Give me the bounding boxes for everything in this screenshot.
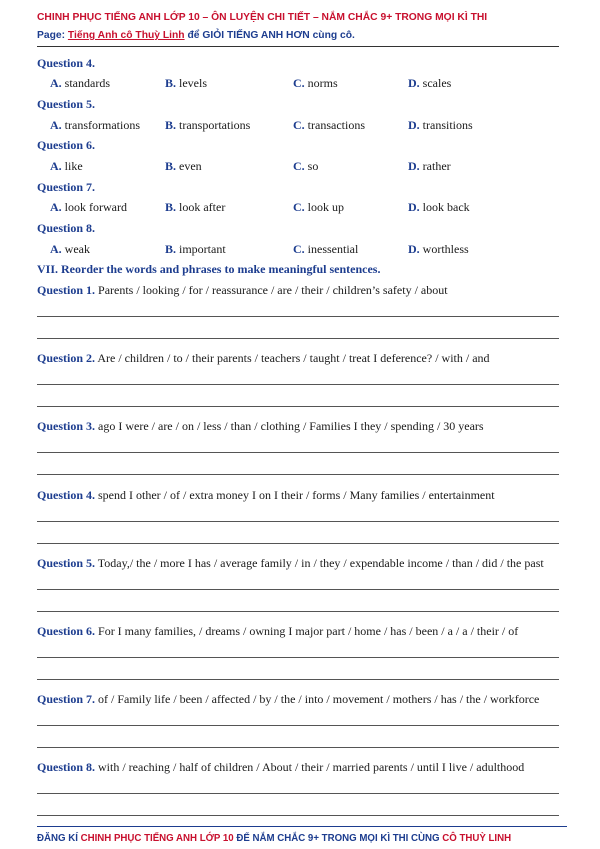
option-d[interactable]: D. scales — [408, 76, 452, 90]
page-prefix: Page: — [37, 30, 68, 41]
mcq-label: Question 5. — [37, 97, 96, 111]
option-c[interactable]: C. so — [293, 159, 319, 173]
mcq-label: Question 8. — [37, 221, 96, 235]
answer-line[interactable] — [37, 657, 559, 658]
option-a[interactable]: A. look forward — [50, 200, 127, 214]
reorder-question: Question 5. Today,/ the / more I has / average family / in / they / expendable income / than / did / the past — [37, 556, 544, 570]
mcq-label: Question 6. — [37, 138, 96, 152]
answer-line[interactable] — [37, 543, 559, 544]
reorder-question: Question 4. spend I other / of / extra money I on I their / forms / Many families / entertainment — [37, 488, 495, 502]
option-b[interactable]: B. transportations — [165, 118, 251, 132]
page-suffix: để GIỎI TIẾNG ANH HƠN cùng cô. — [184, 30, 355, 41]
reorder-question: Question 8. with / reaching / half of children / About / their / married parents / until I live / adulthood — [37, 760, 525, 774]
option-d[interactable]: D. worthless — [408, 242, 469, 256]
answer-line[interactable] — [37, 679, 559, 680]
option-a[interactable]: A. standards — [50, 76, 110, 90]
reorder-question: Question 2. Are / children / to / their parents / teachers / taught / treat I deference? / with / and — [37, 351, 490, 365]
option-b[interactable]: B. levels — [165, 76, 208, 90]
mcq-options — [50, 242, 570, 258]
option-c[interactable]: C. look up — [293, 200, 345, 214]
mcq-options — [50, 159, 570, 175]
reorder-question: Question 3. ago I were / are / on / less / than / clothing / Families I they / spending / 30 years — [37, 419, 484, 433]
option-d[interactable]: D. transitions — [408, 118, 473, 132]
mcq-label: Question 7. — [37, 180, 96, 194]
answer-line[interactable] — [37, 406, 559, 407]
answer-line[interactable] — [37, 521, 559, 522]
answer-line[interactable] — [37, 611, 559, 612]
section-title: VII. Reorder the words and phrases to make meaningful sentences. — [37, 262, 381, 276]
option-a[interactable]: A. like — [50, 159, 83, 173]
reorder-question: Question 1. Parents / looking / for / reassurance / are / their / children’s safety / about — [37, 283, 448, 297]
page-link[interactable]: Tiếng Anh cô Thuỳ Linh — [67, 30, 185, 41]
option-d[interactable]: D. rather — [408, 159, 451, 173]
answer-line[interactable] — [37, 815, 559, 816]
option-b[interactable]: B. even — [165, 159, 202, 173]
option-c[interactable]: C. transactions — [293, 118, 365, 132]
answer-line[interactable] — [37, 384, 559, 385]
reorder-question: Question 6. For I many families, / dreams / owning I major part / home / has / been / a / a / their / of — [37, 624, 519, 638]
mcq-options — [50, 118, 570, 134]
answer-line[interactable] — [37, 725, 559, 726]
mcq-options — [50, 76, 570, 92]
option-c[interactable]: C. inessential — [293, 242, 359, 256]
option-c[interactable]: C. norms — [293, 76, 338, 90]
answer-line[interactable] — [37, 793, 559, 794]
option-a[interactable]: A. transformations — [50, 118, 140, 132]
header-title: CHINH PHỤC TIẾNG ANH LỚP 10 – ÔN LUYỆN CHI TIẾT – NẮM CHẮC 9+ TRONG MỌI KÌ THI — [37, 12, 488, 23]
answer-line[interactable] — [37, 316, 559, 317]
option-b[interactable]: B. look after — [165, 200, 226, 214]
option-a[interactable]: A. weak — [50, 242, 90, 256]
answer-line[interactable] — [37, 452, 559, 453]
answer-line[interactable] — [37, 474, 559, 475]
answer-line[interactable] — [37, 338, 559, 339]
header-page-line — [37, 30, 355, 41]
footer-banner: ĐĂNG KÍ CHINH PHỤC TIẾNG ANH LỚP 10 ĐỂ NẮM CHẮC 9+ TRONG MỌI KÌ THI CÙNG CÔ THUỲ LINH — [37, 833, 512, 844]
mcq-options — [50, 200, 570, 216]
header-divider — [37, 46, 559, 47]
answer-line[interactable] — [37, 747, 559, 748]
reorder-question: Question 7. of / Family life / been / affected / by / the / into / movement / mothers / has / the / workforce — [37, 692, 540, 706]
option-b[interactable]: B. important — [165, 242, 226, 256]
mcq-label: Question 4. — [37, 56, 96, 70]
answer-line[interactable] — [37, 589, 559, 590]
footer-divider — [37, 826, 567, 827]
option-d[interactable]: D. look back — [408, 200, 470, 214]
